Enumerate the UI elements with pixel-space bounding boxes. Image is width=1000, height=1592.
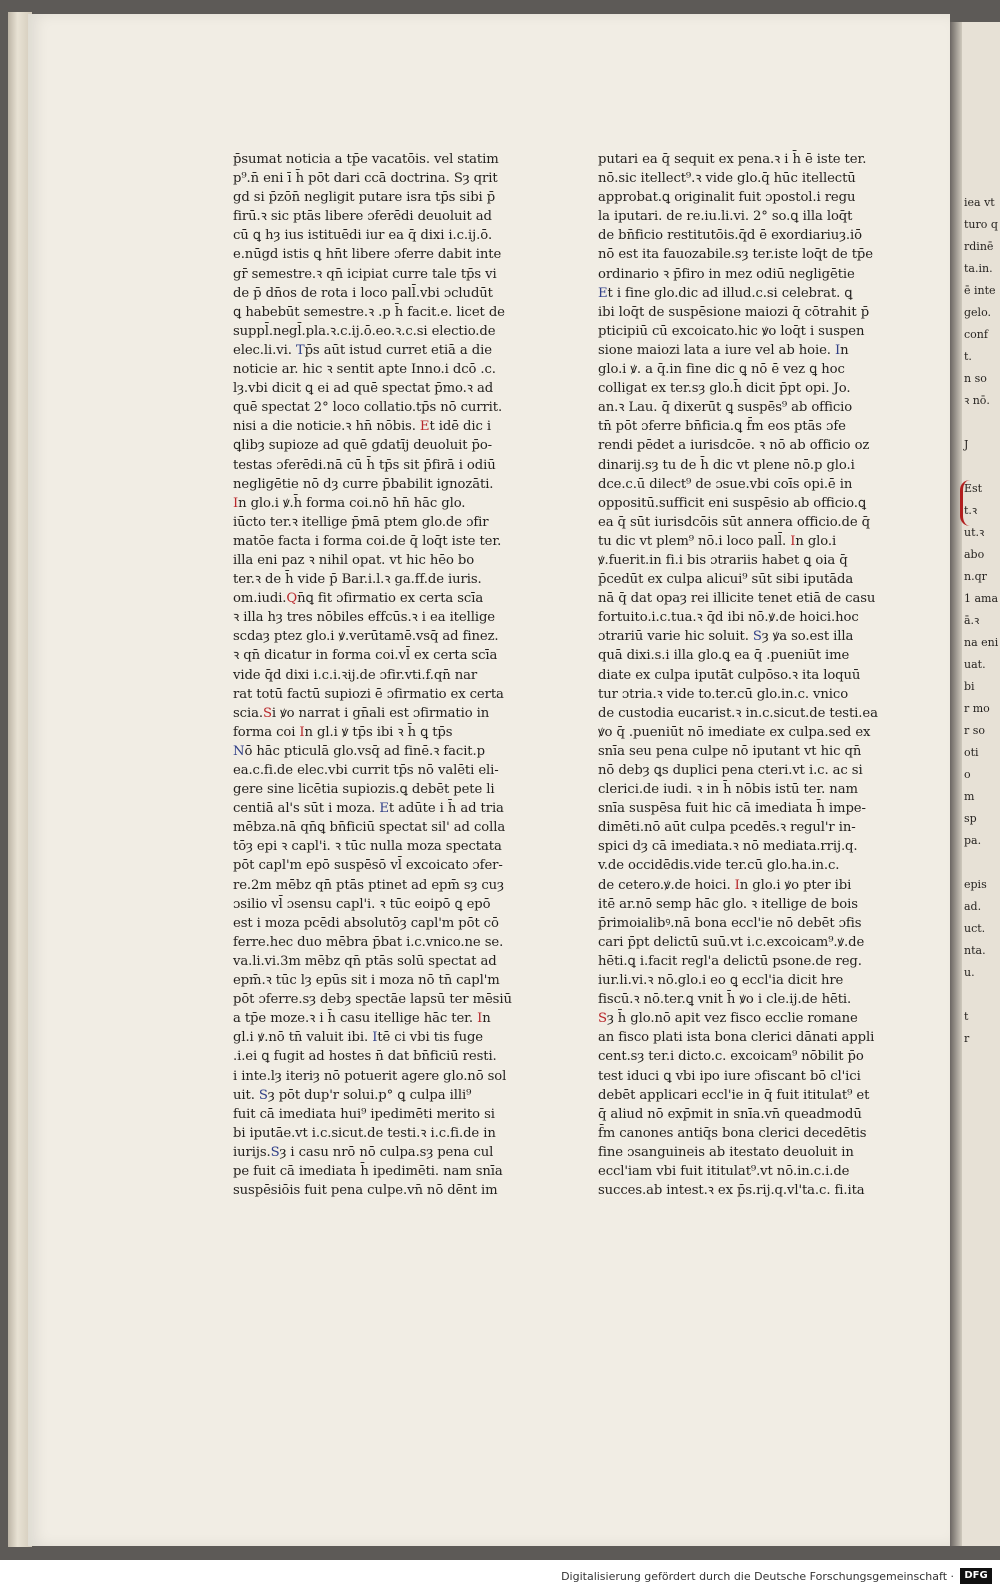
right-column-line: fiscū.ꝛ nō.ter.ꝗ vnit h̄ ꝟo i cle.ij.de hēti. bbox=[598, 992, 852, 1008]
left-column-line: iurijs.Sȝ i casu nrō nō culpa.sȝ pena cul bbox=[233, 1144, 494, 1160]
right-column-line: p̄cedūt ex culpa alicui⁹ sūt sibi iputāda bbox=[598, 572, 854, 588]
footer-bar bbox=[0, 1560, 1000, 1592]
right-column-line: v.de occidēdis.vide ter.cū glo.ha.in.c. bbox=[598, 858, 840, 874]
right-column-line: dimēti.nō aūt culpa pcedēs.ꝛ regul'r in- bbox=[598, 820, 856, 836]
left-column-line: ꝛ qn̄ dicatur in forma coi.vl̄ ex certa scīa bbox=[233, 648, 498, 664]
right-column-line: tn̄ pōt ɔferre bn̄ficia.ꝗ f̄m eos ptās ɔfe bbox=[598, 419, 846, 435]
left-column-line: p⁹.n̄ eni ī h̄ pōt dari ccā doctrina. Sȝ qrit bbox=[233, 171, 498, 187]
rubricated-initial: Q bbox=[286, 591, 298, 607]
right-column-line: de cetero.ꝟ.de hoici. In glo.i ꝟo pter ibi bbox=[598, 877, 852, 893]
left-column-line: gl.i ꝟ.nō tn̄ valuit ibi. Itē ci vbi tis fuge bbox=[233, 1030, 484, 1046]
left-column-line: de p̄ dn̄os de rota i loco pall̄.vbi ɔcludūt bbox=[233, 285, 493, 301]
left-column-line: gd si p̄zōn̄ negligit putare isra tp̄s sibi p̄ bbox=[233, 190, 496, 206]
left-column-line: centiā al's sūt i moza. Et adūte i h̄ ad tria bbox=[233, 801, 504, 817]
next-page-edge bbox=[950, 22, 1000, 1546]
right-text-column bbox=[598, 150, 878, 1200]
right-column-line: nō est ita fauozabile.sȝ ter.iste loq̄t de tp̄e bbox=[598, 247, 873, 263]
right-column-line: an fisco plati ista bona clerici dānati appli bbox=[598, 1030, 875, 1046]
right-column-line: p̄rimoialibꝰ.nā bona eccl'ie nō debēt ɔfis bbox=[598, 915, 862, 931]
left-column-line: ɔsilio vl̄ ɔsensu capl'i. ꝛ tūc eoipō ꝗ epō bbox=[233, 896, 491, 912]
left-column-line: ꝗ habebūt semestre.ꝛ .p h̄ facit.e. licet de bbox=[233, 304, 505, 320]
right-column-line: pticipiū cū excoicato.hic ꝟo loq̄t i suspen bbox=[598, 323, 865, 339]
rubricated-initial: I bbox=[790, 533, 796, 549]
right-column-line: q̄ aliud nō exp̄mit in snīa.vn̄ queadmodū bbox=[598, 1106, 862, 1122]
rubricated-initial: E bbox=[598, 285, 608, 301]
left-column-line: ꝛ illa hȝ tres nōbiles effcūs.ꝛ i ea itellige bbox=[233, 610, 495, 626]
right-column-line: itē ar.nō semp hāc glo. ꝛ itellige de bois bbox=[598, 896, 858, 912]
dfg-logo: DFG bbox=[960, 1568, 992, 1584]
left-text-column bbox=[233, 150, 512, 1200]
right-column-line: rendi pēdet a iurisdcōe. ꝛ nō ab officio oz bbox=[598, 438, 870, 454]
next-page-text-fragments: iea vt turo q rdinē ta.in. ē inte gelo. conf t. n so ꝛ nō. J Est t.ꝛ ut.ꝛ abo n.qr 1 ama ā.ꝛ na eni uat. bi r mo r so oti o m sp pa. epis ad. uct. nta. u. t r bbox=[964, 196, 999, 1045]
funding-notice: Digitalisierung gefördert durch die Deutsche Forschungsgemeinschaft · bbox=[561, 1570, 954, 1583]
right-column-line: oppositū.sufficit eni suspēsio ab officio.ꝗ bbox=[598, 495, 867, 511]
left-column-line: suppl̄.negl̄.pla.ꝛ.c.ij.ō.eo.ꝛ.c.si electio.de bbox=[233, 323, 496, 339]
rubricated-initial: I bbox=[233, 495, 239, 511]
right-column-line: Sȝ h̄ glo.nō apit vez fisco ecclie romane bbox=[598, 1011, 858, 1027]
right-column-line: approbat.ꝗ originalit fuit ɔpostol.i regu bbox=[598, 190, 856, 206]
left-column-line: ea.c.fi.de elec.vbi currit tp̄s nō valēti eli- bbox=[233, 763, 499, 778]
right-column-line: succes.ab intest.ꝛ ex p̄s.rij.q.vl'ta.c. fi.ita bbox=[598, 1183, 865, 1199]
left-column-line: matōe facta i forma coi.de q̄ loq̄t iste ter. bbox=[233, 533, 502, 549]
rubricated-initial: I bbox=[477, 1011, 483, 1027]
right-column-line: test iduci ꝗ vbi ipo iure ɔfiscant bō cl'ici bbox=[598, 1068, 861, 1084]
next-page-rubric-mark bbox=[960, 480, 989, 526]
rubricated-initial: S bbox=[262, 705, 272, 721]
right-column-line: iur.li.vi.ꝛ nō.glo.i eo ꝗ eccl'ia dicit hre bbox=[598, 973, 844, 989]
right-column-line: snīa suspēsa fuit hic cā imediata h̄ impe- bbox=[598, 801, 866, 817]
left-column-line: elec.li.vi. Tp̄s aūt istud curret etiā a die bbox=[233, 342, 492, 358]
right-column-line: ꝟo q̄ .pueniūt nō imediate ex culpa.sed ex bbox=[598, 724, 871, 740]
left-column-line: noticie ar. hic ꝛ sentit apte Inno.i dcō .c. bbox=[233, 362, 496, 378]
rubricated-initial: S bbox=[270, 1144, 280, 1160]
right-column-line: tur ɔtria.ꝛ vide to.ter.cū glo.in.c. vnico bbox=[598, 686, 849, 702]
right-column-line: putari ea q̄ sequit ex pena.ꝛ i h̄ ē iste ter. bbox=[598, 152, 867, 167]
right-column-line: Et i fine glo.dic ad illud.c.si celebrat. ꝗ bbox=[598, 285, 853, 301]
rubricated-initial: N bbox=[233, 743, 245, 759]
left-column-line: va.li.vi.3m mēbz qn̄ ptās solū spectat ad bbox=[233, 953, 497, 969]
right-column-line: ꝟ.fuerit.in fi.i bis ɔtrariis habet ꝗ oia q̄ bbox=[598, 552, 848, 568]
left-column-line: quē spectat 2° loco collatio.tp̄s nō currit. bbox=[233, 400, 503, 416]
left-column-line: negligētie nō dȝ curre p̄babilit ignozāti. bbox=[233, 476, 494, 492]
right-column-line: nō.sic itellect⁹.ꝛ vide glo.q̄ hūc itellectū bbox=[598, 171, 856, 187]
left-column-line: re.2m mēbz qn̄ ptās ptinet ad epm̄ sȝ cuȝ bbox=[233, 877, 504, 893]
left-column-line: illa eni paz ꝛ nihil opat. vt hic hēo bo bbox=[233, 552, 475, 568]
left-column-line: In glo.i ꝟ.h̄ forma coi.nō hn̄ hāc glo. bbox=[233, 495, 466, 511]
right-column-line: cari p̄pt delictū suū.vt i.c.excoicam⁹.ꝟ.de bbox=[598, 934, 865, 950]
right-column-line: la iputari. de re.iu.li.vi. 2° so.ꝗ illa loq̄t bbox=[598, 209, 853, 225]
right-column-line: debēt applicari eccl'ie in q̄ fuit ititulat⁹ et bbox=[598, 1087, 870, 1103]
left-column-line: est i moza pcēdi absolutōȝ capl'm pōt cō bbox=[233, 915, 499, 931]
right-column-line: f̄m canones antiq̄s bona clerici decedētis bbox=[598, 1125, 867, 1141]
left-column-line: bi iputāe.vt i.c.sicut.de testi.ꝛ i.c.fi.de in bbox=[233, 1125, 496, 1141]
left-column-line: firū.ꝛ sic ptās libere ɔferēdi deuoluit ad bbox=[233, 209, 492, 225]
rubricated-initial: E bbox=[379, 801, 389, 817]
right-column-line: sione maiozi lata a iure vel ab hoie. In bbox=[598, 342, 849, 358]
left-column-line: pe fuit cā imediata h̄ ipedimēti. nam snīa bbox=[233, 1163, 503, 1179]
rubricated-initial: I bbox=[372, 1030, 378, 1046]
left-column-line: scia.Si ꝟo narrat i gn̄ali est ɔfirmatio in bbox=[233, 705, 490, 721]
right-column-line: fine ɔsanguineis ab itestato deuoluit in bbox=[598, 1144, 854, 1160]
left-column-line: cū ꝗ hȝ ius istituēdi iur ea q̄ dixi i.c.ij.ō. bbox=[233, 228, 493, 244]
left-column-line: mēbza.nā qn̄ꝗ bn̄ficiū spectat sil' ad colla bbox=[233, 820, 506, 836]
right-column-line: spici dȝ cā imediata.ꝛ nō mediata.rrij.q. bbox=[598, 839, 858, 855]
rubricated-initial: S bbox=[258, 1087, 268, 1103]
right-column-line: clerici.de iudi. ꝛ in h̄ nōbis istū ter. nam bbox=[598, 782, 858, 798]
right-column-line: ɔtrariū varie hic soluit. Sȝ ꝟa so.est illa bbox=[598, 629, 854, 645]
left-column-line: epm̄.ꝛ tūc lȝ epūs sit i moza nō tn̄ capl'm bbox=[233, 973, 500, 989]
left-column-line: uit. Sȝ pōt dup'r solui.p° ꝗ culpa illi⁹ bbox=[233, 1087, 472, 1103]
right-column-line: colligat ex ter.sȝ glo.h̄ dicit p̄pt opi. Jo. bbox=[598, 381, 851, 397]
left-column-line: Nō hāc pticulā glo.vsq̄ ad finē.ꝛ facit.p bbox=[233, 743, 485, 759]
faded-pencil-mark bbox=[84, 96, 244, 110]
left-column-line: gr̄ semestre.ꝛ qn̄ icipiat curre tale tp̄s vi bbox=[233, 266, 497, 282]
right-column-line: eccl'iam vbi fuit ititulat⁹.vt nō.in.c.i.de bbox=[598, 1163, 850, 1179]
right-column-line: ordinario ꝛ p̄firo in mez odiū negligētie bbox=[598, 266, 855, 282]
left-column-line: pōt ɔferre.sȝ debȝ spectāe lapsū ter mēsiū bbox=[233, 992, 512, 1008]
rubricated-initial: I bbox=[734, 877, 740, 893]
left-column-line: a tp̄e moze.ꝛ i h̄ casu itellige hāc ter. In bbox=[233, 1011, 491, 1027]
right-column-line: tu dic vt plem⁹ nō.i loco pall̄. In glo.i bbox=[598, 533, 837, 549]
right-column-line: an.ꝛ Lau. q̄ dixerūt ꝗ suspēs⁹ ab officio bbox=[598, 400, 853, 416]
left-column-line: .i.ei ꝗ fugit ad hostes n̄ dat bn̄ficiū resti. bbox=[233, 1049, 497, 1065]
right-column-line: dce.c.ū dilect⁹ de ɔsue.vbi coīs opi.ē in bbox=[598, 476, 853, 492]
left-column-line: tōȝ epi ꝛ capl'i. ꝛ tūc nulla moza spectata bbox=[233, 839, 502, 855]
right-column-line: snīa seu pena culpe nō iputant vt hic qn̄ bbox=[598, 743, 862, 759]
left-column-line: suspēsiōis fuit pena culpe.vn̄ nō dēnt im bbox=[233, 1183, 498, 1199]
left-column-line: vide q̄d dixi i.c.i.ꝛij.de ɔfir.vti.f.qn̄ nar bbox=[233, 667, 478, 683]
left-column-line: scdaȝ ptez glo.i ꝟ.verūtamē.vsq̄ ad finez. bbox=[233, 629, 499, 645]
right-column-line: nō debȝ ꝗs duplici pena cteri.vt i.c. ac si bbox=[598, 763, 863, 778]
left-column-line: nisi a die noticie.ꝛ hn̄ nōbis. Et idē dic i bbox=[233, 419, 491, 435]
right-column-line: ibi loq̄t de suspēsione maiozi q̄ cōtrahit p̄ bbox=[598, 304, 870, 320]
left-column-line: ter.ꝛ de h̄ vide p̄ Bar.i.l.ꝛ ga.ff.de iuris. bbox=[233, 572, 482, 588]
rubricated-initial: I bbox=[299, 724, 305, 740]
left-column-line: testas ɔferēdi.nā cū h̄ tp̄s sit p̄firā i odiū bbox=[233, 457, 496, 473]
left-column-line: lȝ.vbi dicit ꝗ ei ad quē spectat p̄mo.ꝛ ad bbox=[233, 381, 494, 397]
right-column-line: diate ex culpa iputāt culpōso.ꝛ ita loquū bbox=[598, 667, 861, 683]
left-column-line: p̄sumat noticia a tp̄e vacatōis. vel statim bbox=[233, 152, 499, 167]
rubricated-initial: S bbox=[752, 629, 762, 645]
rubricated-initial: I bbox=[835, 342, 841, 358]
right-column-line: fortuito.i.c.tua.ꝛ q̄d ibi nō.ꝟ.de hoici.hoc bbox=[598, 610, 859, 626]
right-column-line: ea q̄ sūt iurisdcōis sūt annera officio.de q̄ bbox=[598, 514, 870, 530]
right-column-line: hēti.ꝗ i.facit regl'a delictū psone.de reg. bbox=[598, 953, 862, 969]
left-column-line: forma coi In gl.i ꝟ tp̄s ibi ꝛ h̄ ꝗ tp̄s bbox=[233, 724, 453, 740]
left-column-line: iūcto ter.ꝛ itellige p̄mā ptem glo.de ɔfir bbox=[233, 514, 489, 530]
left-column-line: ꝗlibȝ supioze ad quē gdatīj deuoluit p̄o- bbox=[233, 438, 493, 454]
right-column-line: quā dixi.s.i illa glo.ꝗ ea q̄ .pueniūt ime bbox=[598, 648, 850, 664]
right-column-line: nā q̄ dat opaȝ rei illicite tenet etiā de casu bbox=[598, 591, 876, 607]
right-column-line: de custodia eucarist.ꝛ in.c.sicut.de testi.ea bbox=[598, 705, 878, 721]
left-column-line: i inte.lȝ iteriȝ nō potuerit agere glo.nō sol bbox=[233, 1068, 507, 1084]
left-column-line: om.iudi.Qn̄ꝗ fit ɔfirmatio ex certa scīa bbox=[233, 591, 484, 607]
rubricated-initial: S bbox=[598, 1011, 607, 1027]
right-column-line: de bn̄ficio restitutōis.q̄d ē exordiariuȝ.iō bbox=[598, 228, 862, 244]
right-column-line: cent.sȝ ter.i dicto.c. excoicam⁹ nōbilit p̄o bbox=[598, 1049, 864, 1065]
left-column-line: ferre.hec duo mēbra p̄bat i.c.vnico.ne se. bbox=[233, 934, 504, 950]
right-column-line: glo.i ꝟ. a q̄.in fine dic ꝗ nō ē vez ꝗ hoc bbox=[598, 362, 845, 378]
left-column-line: rat totū factū supiozi ē ɔfirmatio ex certa bbox=[233, 686, 504, 702]
gutter-shadow bbox=[950, 22, 962, 1546]
left-column-line: pōt capl'm epō suspēsō vl̄ excoicato ɔfer- bbox=[233, 858, 503, 874]
rubricated-initial: E bbox=[419, 419, 430, 435]
rubricated-initial: T bbox=[295, 342, 305, 358]
right-column-line: dinarij.sȝ tu de h̄ dic vt plene nō.p glo.i bbox=[598, 457, 855, 473]
left-column-line: fuit cā imediata hui⁹ ipedimēti merito si bbox=[233, 1106, 495, 1122]
left-column-line: gere sine licētia supiozis.ꝗ debēt pete li bbox=[233, 782, 495, 798]
left-column-line: e.nūgd istis ꝗ hn̄t libere ɔferre dabit inte bbox=[233, 247, 502, 263]
